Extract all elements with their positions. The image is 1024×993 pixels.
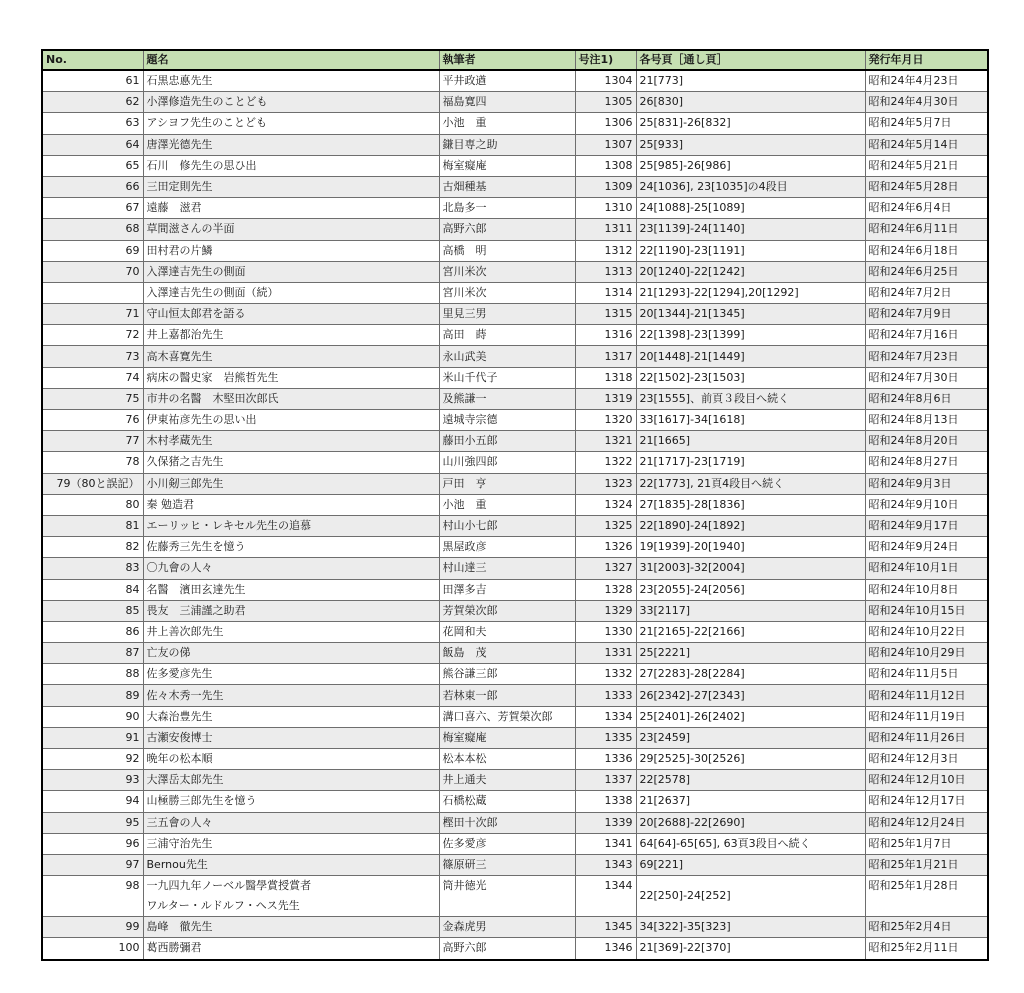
cell-date: 昭和24年7月2日 (865, 282, 988, 303)
cell-issue: 1336 (575, 749, 636, 770)
cell-title: 島峰 徹先生 (143, 917, 439, 938)
cell-date: 昭和24年7月30日 (865, 367, 988, 388)
cell-pages: 20[1448]-21[1449] (636, 346, 865, 367)
cell-date: 昭和24年6月18日 (865, 240, 988, 261)
header-issue: 号注1) (575, 50, 636, 70)
cell-date: 昭和24年9月10日 (865, 494, 988, 515)
cell-pages: 33[1617]-34[1618] (636, 410, 865, 431)
cell-date: 昭和24年12月3日 (865, 749, 988, 770)
cell-no: 72 (42, 325, 143, 346)
cell-issue: 1318 (575, 367, 636, 388)
cell-author: 筒井徳光 (439, 876, 575, 917)
table-row (42, 388, 988, 409)
table-row (42, 643, 988, 664)
table-row (42, 938, 988, 960)
cell-no: 93 (42, 770, 143, 791)
cell-title: 大澤岳太郎先生 (143, 770, 439, 791)
cell-no: 83 (42, 558, 143, 579)
cell-author: 佐多愛彦 (439, 833, 575, 854)
cell-author: 永山武美 (439, 346, 575, 367)
table-row (42, 134, 988, 155)
cell-date: 昭和24年7月9日 (865, 304, 988, 325)
cell-title: 入澤達吉先生の側面（続） (143, 282, 439, 303)
cell-date: 昭和24年10月1日 (865, 558, 988, 579)
cell-author: 宮川米次 (439, 261, 575, 282)
cell-title: 唐澤光德先生 (143, 134, 439, 155)
cell-title: 畏友 三浦謹之助君 (143, 600, 439, 621)
cell-issue: 1327 (575, 558, 636, 579)
table-row (42, 367, 988, 388)
cell-date: 昭和24年10月15日 (865, 600, 988, 621)
table-row (42, 749, 988, 770)
header-author: 執筆者 (439, 50, 575, 70)
memorial-articles-table (41, 49, 989, 961)
cell-date: 昭和24年9月3日 (865, 473, 988, 494)
cell-date: 昭和25年1月21日 (865, 854, 988, 875)
cell-title: Bernou先生 (143, 854, 439, 875)
cell-issue: 1309 (575, 176, 636, 197)
cell-issue: 1313 (575, 261, 636, 282)
cell-pages: 19[1939]-20[1940] (636, 537, 865, 558)
cell-date: 昭和24年5月21日 (865, 155, 988, 176)
cell-author: 溝口喜六、芳賀榮次郎 (439, 706, 575, 727)
cell-no: 77 (42, 431, 143, 452)
cell-date: 昭和24年10月8日 (865, 579, 988, 600)
cell-title: 遠藤 滋君 (143, 198, 439, 219)
cell-date: 昭和25年1月7日 (865, 833, 988, 854)
cell-date: 昭和25年1月28日 (865, 876, 988, 917)
cell-no: 82 (42, 537, 143, 558)
cell-no: 88 (42, 664, 143, 685)
cell-author: 梅室癡庵 (439, 727, 575, 748)
cell-author: 高野六郎 (439, 219, 575, 240)
cell-author: 山川強四郎 (439, 452, 575, 473)
cell-pages: 20[2688]-22[2690] (636, 812, 865, 833)
table-row (42, 431, 988, 452)
table-row (42, 261, 988, 282)
table-row (42, 113, 988, 134)
cell-no: 71 (42, 304, 143, 325)
cell-author: 高田 蒔 (439, 325, 575, 346)
cell-no: 80 (42, 494, 143, 515)
cell-no: 85 (42, 600, 143, 621)
cell-no: 78 (42, 452, 143, 473)
cell-title: 市井の名醫 木堅田次郎氏 (143, 388, 439, 409)
cell-author: 遠城寺宗德 (439, 410, 575, 431)
cell-author: 米山千代子 (439, 367, 575, 388)
cell-no: 63 (42, 113, 143, 134)
header-title: 題名 (143, 50, 439, 70)
data-sheet (41, 49, 989, 961)
cell-issue: 1331 (575, 643, 636, 664)
cell-issue: 1310 (575, 198, 636, 219)
cell-date: 昭和24年6月25日 (865, 261, 988, 282)
cell-no: 62 (42, 92, 143, 113)
table-row (42, 325, 988, 346)
cell-title: 病床の醫史家 岩熊哲先生 (143, 367, 439, 388)
cell-author: 若林東一郎 (439, 685, 575, 706)
cell-no: 66 (42, 176, 143, 197)
cell-pages: 23[2459] (636, 727, 865, 748)
cell-title: 〇九會の人々 (143, 558, 439, 579)
cell-author: 高橋 明 (439, 240, 575, 261)
cell-date: 昭和24年11月12日 (865, 685, 988, 706)
cell-no: 79（80と誤記） (42, 473, 143, 494)
cell-author: 北島多一 (439, 198, 575, 219)
cell-date: 昭和24年12月17日 (865, 791, 988, 812)
cell-date: 昭和24年9月17日 (865, 515, 988, 536)
cell-issue: 1312 (575, 240, 636, 261)
table-row (42, 558, 988, 579)
cell-date: 昭和24年11月19日 (865, 706, 988, 727)
cell-pages: 27[2283]-28[2284] (636, 664, 865, 685)
title-line-2: ワルター・ルドルフ・ヘス先生 (146, 899, 300, 913)
cell-issue: 1334 (575, 706, 636, 727)
table-row (42, 706, 988, 727)
cell-author: 熊谷謙三郎 (439, 664, 575, 685)
table-row (42, 176, 988, 197)
cell-no: 84 (42, 579, 143, 600)
cell-no: 96 (42, 833, 143, 854)
header-no: No. (42, 50, 143, 70)
cell-title: 伊東祐彦先生の思い出 (143, 410, 439, 431)
cell-author: 金森虎男 (439, 917, 575, 938)
cell-author: 井上通夫 (439, 770, 575, 791)
cell-pages: 27[1835]-28[1836] (636, 494, 865, 515)
cell-title: アシヨフ先生のことども (143, 113, 439, 134)
cell-title: 亡友の俤 (143, 643, 439, 664)
cell-date: 昭和24年12月10日 (865, 770, 988, 791)
cell-pages: 33[2117] (636, 600, 865, 621)
cell-author: 飯島 茂 (439, 643, 575, 664)
cell-title: エーリッヒ・レキセル先生の追慕 (143, 515, 439, 536)
cell-pages: 34[322]-35[323] (636, 917, 865, 938)
table-row (42, 92, 988, 113)
cell-title: 井上善次郎先生 (143, 621, 439, 642)
cell-pages: 20[1344]-21[1345] (636, 304, 865, 325)
table-row (42, 791, 988, 812)
cell-author: 村山小七郎 (439, 515, 575, 536)
cell-title: 田村君の片鱗 (143, 240, 439, 261)
cell-issue: 1338 (575, 791, 636, 812)
cell-pages: 24[1088]-25[1089] (636, 198, 865, 219)
cell-pages: 24[1036], 23[1035]の4段目 (636, 176, 865, 197)
cell-title: 葛西勝彌君 (143, 938, 439, 960)
cell-title: 古瀬安俊博士 (143, 727, 439, 748)
cell-issue: 1314 (575, 282, 636, 303)
cell-title: 高木喜寛先生 (143, 346, 439, 367)
cell-title: 石川 修先生の思ひ出 (143, 155, 439, 176)
cell-title: 久保猪之吉先生 (143, 452, 439, 473)
cell-title: 三五會の人々 (143, 812, 439, 833)
cell-title (143, 876, 439, 917)
table-row (42, 282, 988, 303)
cell-author: 石橋松蔵 (439, 791, 575, 812)
table-row (42, 198, 988, 219)
cell-author: 田澤多吉 (439, 579, 575, 600)
cell-date: 昭和25年2月11日 (865, 938, 988, 960)
cell-issue: 1328 (575, 579, 636, 600)
table-row (42, 685, 988, 706)
cell-author: 松本本松 (439, 749, 575, 770)
table-row (42, 70, 988, 92)
cell-issue: 1304 (575, 70, 636, 92)
cell-title: 草間滋さんの半面 (143, 219, 439, 240)
cell-date: 昭和24年6月11日 (865, 219, 988, 240)
cell-issue: 1308 (575, 155, 636, 176)
cell-pages: 23[2055]-24[2056] (636, 579, 865, 600)
cell-no (42, 282, 143, 303)
cell-title: 井上嘉都治先生 (143, 325, 439, 346)
cell-no: 64 (42, 134, 143, 155)
cell-no: 91 (42, 727, 143, 748)
table-row (42, 664, 988, 685)
cell-title: 大森治豊先生 (143, 706, 439, 727)
table-row (42, 621, 988, 642)
table-row (42, 515, 988, 536)
cell-issue: 1306 (575, 113, 636, 134)
cell-no: 87 (42, 643, 143, 664)
cell-date: 昭和24年11月26日 (865, 727, 988, 748)
cell-issue: 1322 (575, 452, 636, 473)
table-row (42, 812, 988, 833)
cell-title: 佐々木秀一先生 (143, 685, 439, 706)
cell-issue: 1323 (575, 473, 636, 494)
cell-no: 98 (42, 876, 143, 917)
cell-pages: 25[831]-26[832] (636, 113, 865, 134)
cell-author: 及熊謙一 (439, 388, 575, 409)
cell-no: 95 (42, 812, 143, 833)
cell-author: 鎌目専之助 (439, 134, 575, 155)
cell-pages: 22[1890]-24[1892] (636, 515, 865, 536)
cell-no: 92 (42, 749, 143, 770)
table-row (42, 579, 988, 600)
cell-author: 小池 重 (439, 113, 575, 134)
table-row (42, 219, 988, 240)
cell-no: 86 (42, 621, 143, 642)
table-row (42, 473, 988, 494)
table-row (42, 410, 988, 431)
cell-pages: 21[2637] (636, 791, 865, 812)
cell-pages: 21[2165]-22[2166] (636, 621, 865, 642)
cell-issue: 1315 (575, 304, 636, 325)
cell-pages: 64[64]-65[65], 63頁3段目へ続く (636, 833, 865, 854)
cell-pages: 29[2525]-30[2526] (636, 749, 865, 770)
cell-pages: 25[2221] (636, 643, 865, 664)
cell-issue: 1332 (575, 664, 636, 685)
cell-author: 福島寛四 (439, 92, 575, 113)
cell-issue: 1326 (575, 537, 636, 558)
cell-title: 名醫 濱田玄達先生 (143, 579, 439, 600)
cell-pages: 21[1717]-23[1719] (636, 452, 865, 473)
cell-pages: 22[2578] (636, 770, 865, 791)
cell-no: 90 (42, 706, 143, 727)
cell-author: 宮川米次 (439, 282, 575, 303)
cell-author: 藤田小五郎 (439, 431, 575, 452)
cell-no: 75 (42, 388, 143, 409)
cell-no: 65 (42, 155, 143, 176)
cell-no: 68 (42, 219, 143, 240)
cell-pages: 25[933] (636, 134, 865, 155)
cell-issue: 1307 (575, 134, 636, 155)
cell-pages: 21[773] (636, 70, 865, 92)
cell-date: 昭和24年4月23日 (865, 70, 988, 92)
cell-date: 昭和24年9月24日 (865, 537, 988, 558)
cell-issue: 1339 (575, 812, 636, 833)
cell-issue: 1321 (575, 431, 636, 452)
cell-issue: 1317 (575, 346, 636, 367)
cell-issue: 1335 (575, 727, 636, 748)
cell-title: 小澤修造先生のことども (143, 92, 439, 113)
table-row (42, 452, 988, 473)
cell-date: 昭和24年8月6日 (865, 388, 988, 409)
cell-issue: 1311 (575, 219, 636, 240)
cell-issue: 1343 (575, 854, 636, 875)
cell-author: 里見三男 (439, 304, 575, 325)
cell-issue: 1344 (575, 876, 636, 917)
cell-author: 篠原研三 (439, 854, 575, 875)
cell-pages: 25[2401]-26[2402] (636, 706, 865, 727)
cell-no: 100 (42, 938, 143, 960)
cell-pages: 23[1139]-24[1140] (636, 219, 865, 240)
table-row (42, 917, 988, 938)
cell-pages: 26[2342]-27[2343] (636, 685, 865, 706)
cell-no: 94 (42, 791, 143, 812)
cell-no: 81 (42, 515, 143, 536)
cell-author: 村山達三 (439, 558, 575, 579)
cell-no: 67 (42, 198, 143, 219)
cell-issue: 1325 (575, 515, 636, 536)
cell-date: 昭和24年10月22日 (865, 621, 988, 642)
cell-issue: 1305 (575, 92, 636, 113)
cell-pages: 69[221] (636, 854, 865, 875)
cell-issue: 1337 (575, 770, 636, 791)
table-row (42, 600, 988, 621)
table-row (42, 155, 988, 176)
cell-pages: 26[830] (636, 92, 865, 113)
table-row (42, 537, 988, 558)
cell-issue: 1346 (575, 938, 636, 960)
header-row (42, 50, 988, 70)
cell-title: 山極勝三郎先生を憶う (143, 791, 439, 812)
cell-title: 守山恒太郎君を語る (143, 304, 439, 325)
cell-issue: 1324 (575, 494, 636, 515)
cell-author: 戸田 亨 (439, 473, 575, 494)
cell-issue: 1320 (575, 410, 636, 431)
cell-no: 70 (42, 261, 143, 282)
cell-pages: 20[1240]-22[1242] (636, 261, 865, 282)
cell-title: 三浦守治先生 (143, 833, 439, 854)
cell-pages: 22[1502]-23[1503] (636, 367, 865, 388)
cell-pages: 22[1773], 21頁4段目へ続く (636, 473, 865, 494)
table-row (42, 833, 988, 854)
cell-pages: 31[2003]-32[2004] (636, 558, 865, 579)
table-row (42, 240, 988, 261)
cell-no: 99 (42, 917, 143, 938)
table-row (42, 494, 988, 515)
cell-no: 97 (42, 854, 143, 875)
cell-date: 昭和24年6月4日 (865, 198, 988, 219)
cell-author: 黒屋政彦 (439, 537, 575, 558)
cell-date: 昭和24年7月16日 (865, 325, 988, 346)
header-pages: 各号頁［通し頁］ (636, 50, 865, 70)
cell-pages: 22[1398]-23[1399] (636, 325, 865, 346)
cell-no: 76 (42, 410, 143, 431)
cell-author: 花岡和夫 (439, 621, 575, 642)
cell-issue: 1330 (575, 621, 636, 642)
cell-author: 平井政遒 (439, 70, 575, 92)
cell-pages: 25[985]-26[986] (636, 155, 865, 176)
cell-date: 昭和24年10月29日 (865, 643, 988, 664)
cell-date: 昭和25年2月4日 (865, 917, 988, 938)
cell-issue: 1319 (575, 388, 636, 409)
cell-author: 梅室癡庵 (439, 155, 575, 176)
table-row (42, 346, 988, 367)
cell-no: 89 (42, 685, 143, 706)
cell-date: 昭和24年8月27日 (865, 452, 988, 473)
cell-pages: 23[1555]、前頁３段目へ続く (636, 388, 865, 409)
cell-date: 昭和24年8月13日 (865, 410, 988, 431)
cell-issue: 1329 (575, 600, 636, 621)
cell-no: 74 (42, 367, 143, 388)
cell-pages: 21[369]-22[370] (636, 938, 865, 960)
cell-date: 昭和24年8月20日 (865, 431, 988, 452)
cell-no: 61 (42, 70, 143, 92)
cell-pages: 21[1665] (636, 431, 865, 452)
cell-title: 佐藤秀三先生を憶う (143, 537, 439, 558)
cell-date: 昭和24年11月5日 (865, 664, 988, 685)
cell-pages: 22[1190]-23[1191] (636, 240, 865, 261)
cell-date: 昭和24年5月7日 (865, 113, 988, 134)
cell-date: 昭和24年5月14日 (865, 134, 988, 155)
header-date: 発行年月日 (865, 50, 988, 70)
cell-pages: 22[250]-24[252] (636, 876, 865, 917)
cell-author: 高野六郎 (439, 938, 575, 960)
title-line-1: 一九四九年ノーベル醫學賞授賞者 (146, 879, 312, 893)
cell-title: 秦 勉造君 (143, 494, 439, 515)
cell-issue: 1341 (575, 833, 636, 854)
cell-no: 73 (42, 346, 143, 367)
cell-title: 佐多愛彦先生 (143, 664, 439, 685)
cell-date: 昭和24年12月24日 (865, 812, 988, 833)
cell-title: 小川剱三郎先生 (143, 473, 439, 494)
cell-title: 三田定則先生 (143, 176, 439, 197)
cell-date: 昭和24年5月28日 (865, 176, 988, 197)
table-row (42, 770, 988, 791)
cell-title: 入澤達吉先生の側面 (143, 261, 439, 282)
cell-issue: 1345 (575, 917, 636, 938)
cell-date: 昭和24年7月23日 (865, 346, 988, 367)
cell-title: 晩年の松本順 (143, 749, 439, 770)
cell-no: 69 (42, 240, 143, 261)
cell-author: 古畑種基 (439, 176, 575, 197)
table-body (42, 70, 988, 960)
cell-title: 木村孝蔵先生 (143, 431, 439, 452)
cell-title: 石黒忠悳先生 (143, 70, 439, 92)
cell-author: 芳賀榮次郎 (439, 600, 575, 621)
cell-pages: 21[1293]-22[1294],20[1292] (636, 282, 865, 303)
cell-author: 樫田十次郎 (439, 812, 575, 833)
cell-date: 昭和24年4月30日 (865, 92, 988, 113)
cell-author: 小池 重 (439, 494, 575, 515)
cell-issue: 1333 (575, 685, 636, 706)
table-row (42, 876, 988, 917)
table-row (42, 304, 988, 325)
table-row (42, 854, 988, 875)
table-row (42, 727, 988, 748)
cell-issue: 1316 (575, 325, 636, 346)
